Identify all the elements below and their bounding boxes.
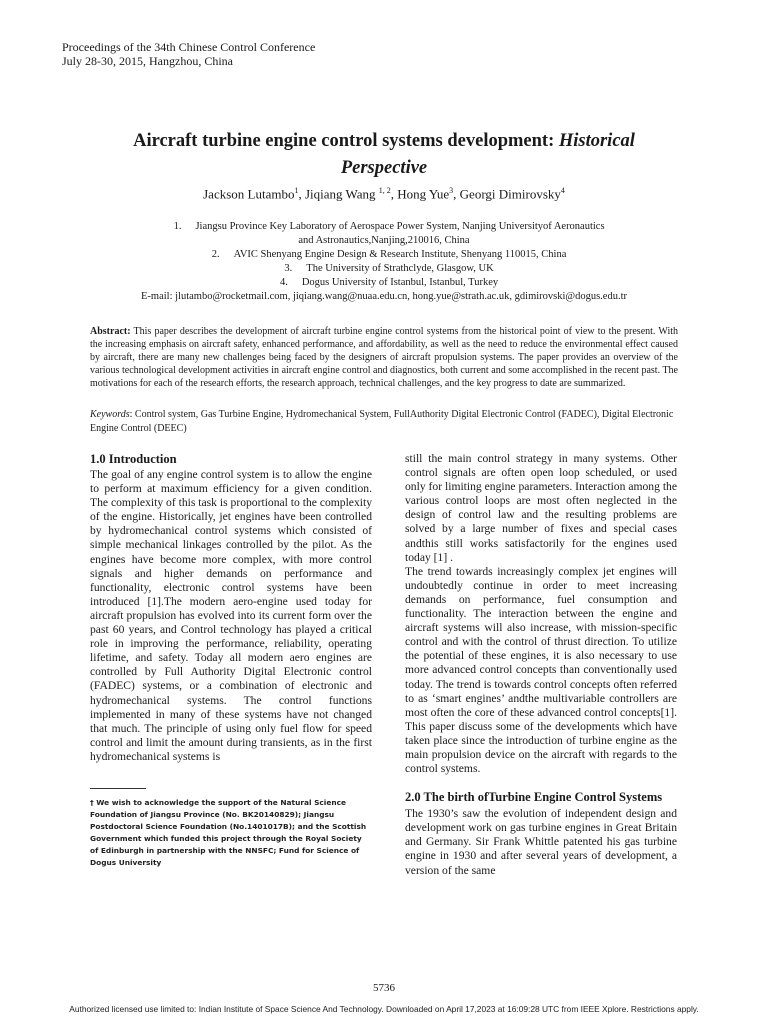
affiliation-4 (60, 276, 708, 290)
keywords-text: : Control system, Gas Turbine Engine, Hydromechanical System, FullAuthority Digital Electronic Control (FADEC), Digital Electronic Engine Control (DEEC) (90, 409, 674, 434)
right-column-paragraph-1: still the main control strategy in many systems. Other control signals are often open loop scheduled, or used only for limiting engine parameters. Interaction among the various control loops are most often neglected in the design of control law and the resulting problems are solved by a large number of fixes and special cases andthis still works satisfactorily for the engines used today [1] . (405, 452, 677, 564)
author-1-sup: 1 (294, 186, 299, 195)
footnote: † We wish to acknowledge the support of the Natural Science Foundation of Jiangsu Province (No. BK20140829); Jiangsu Postdoctoral Science Foundation (No.1401017B); and the Scottish Government which funded this project through the Royal Society of Edinburgh in partnership with the NNSFC; Fund for Science of Dogus University (90, 798, 367, 867)
title-main: Aircraft turbine engine control systems development: (133, 131, 559, 151)
left-column (90, 451, 372, 764)
section-1-body: The goal of any engine control system is to allow the engine to perform at maximum efficiency for a given condition. The complexity of this task is proportional to the complexity of the engine. Historically, jet engines have been controlled by hydromechanical control systems which consisted of simple mechanical linkages controlled by the pilot. As the engines have become more complex, with more control signals and higher demands on performance and functionality, electronic control systems have been introduced [1].The modern aero-engine used today for aircraft propulsion has evolved into its current form over the past 60 years, and Control technology has played a critical role in improving the performance, reliability, operating lifetime, and safety. Today all modern aero engines are controlled by Full Authority Digital Electronic control (FADEC) systems, or a combination of electronic and hydromechanical systems. The control functions implemented in many of these systems have not changed that much. The principle of using only fuel flow for speed control and limit the amount during transients, as in the first hydromechanical systems is (90, 468, 372, 763)
abstract-label: Abstract: (90, 326, 131, 337)
affiliation-1-number: 1. (173, 221, 182, 232)
abstract-text: This paper describes the development of aircraft turbine engine control systems from the historical point of view to the present. With the increasing emphasis on aircraft safety, enhanced performance, and affordability, as well as the need to reduce the environmental effect caused by aircraft, there are many new challenges being faced by the designers of aircraft propulsion systems. The paper provides an overview of the various technological development activities in aircraft engine control and diagnostics, both current and some accomplished in the recent past. The motivations for each of the research efforts, the research approach, technical challenges, and the key progress to date are summarized. (90, 326, 678, 389)
page-number: 5736 (373, 982, 395, 994)
right-column-paragraph-2: The trend towards increasingly complex jet engines will undoubtedly continue in order to meet increasing demands on performance, fuel consumption and functionality. The interaction between the engine and aircraft systems will also increase, with mission-specific control and with the control of thrust direction. To utilize the potential of these engines, it is also necessary to use more advanced control concepts than conventionally used today. The trend is towards control concepts often referred to as ‘smart engines’ andthe multivariable controllers are most often the core of these advanced control concepts[1]. This paper discuss some of the developments which have taken place since the introduction of turbine engine as the main propulsion device on the aircraft with regards to the control systems. (405, 564, 677, 776)
affiliation-2 (60, 248, 708, 262)
affiliation-2-text: AVIC Shenyang Engine Design & Research Institute, Shenyang 110015, China (233, 249, 567, 260)
affiliation-4-number: 4. (279, 277, 288, 288)
affiliation-4-text: Dogus University of Istanbul, Istanbul, Turkey (301, 277, 499, 288)
affiliation-1-line-2: and Astronautics,Nanjing,210016, China (298, 235, 470, 246)
affiliation-3-text: The University of Strathclyde, Glasgow, UK (306, 263, 494, 274)
conference-date: July 28-30, 2015, Hangzhou, China (62, 54, 233, 68)
author-4-sup: 4 (560, 186, 565, 195)
author-1: Jackson Lutambo (203, 186, 295, 202)
affiliation-1-line-1: Jiangsu Province Key Laboratory of Aerospace Power System, Nanjing Universityof Aeronautics (195, 221, 605, 232)
affiliation-3-number: 3. (284, 263, 293, 274)
conference-name: Proceedings of the 34th Chinese Control Conference (62, 40, 316, 54)
section-1-heading: 1.0 Introduction (90, 452, 177, 466)
affiliation-2-number: 2. (211, 249, 220, 260)
affiliation-1 (60, 220, 708, 248)
title-italic-1: Historical (558, 131, 635, 151)
keywords-label: Keywords (90, 409, 130, 420)
author-4: , Georgi Dimirovsky (453, 186, 561, 202)
section-2-heading: 2.0 The birth ofTurbine Engine Control Systems (405, 790, 663, 805)
conference-header (62, 40, 315, 68)
title-italic-2: Perspective (340, 158, 428, 178)
affiliation-3 (60, 262, 708, 276)
right-column (405, 452, 677, 878)
keywords (90, 408, 678, 435)
author-2: , Jiqiang Wang (298, 186, 379, 202)
author-3-sup: 3 (449, 186, 454, 195)
author-3: , Hong Yue (390, 186, 450, 202)
footnote-divider (90, 788, 146, 789)
license-notice: Authorized licensed use limited to: Indian Institute of Space Science And Technology. Downloaded on April 17,2023 at 16:09:28 UTC from IEEE Xplore. Restrictions apply. (69, 1004, 699, 1014)
email-line: E-mail: jlutambo@rocketmail.com, jiqiang.wang@nuaa.edu.cn, hong.yue@strath.ac.uk, gdimirovski@dogus.edu.tr (141, 291, 627, 302)
affiliation-list (60, 220, 708, 304)
author-list (60, 186, 708, 202)
section-2-body: The 1930’s saw the evolution of independent design and development work on gas turbine engines in Great Britain and Germany. Sir Frank Whittle patented his gas turbine engine in 1930 and after several years of development, a version of the same (405, 807, 677, 877)
abstract (90, 325, 678, 390)
author-2-sup: 1, 2 (378, 186, 391, 195)
paper-title (60, 128, 708, 182)
